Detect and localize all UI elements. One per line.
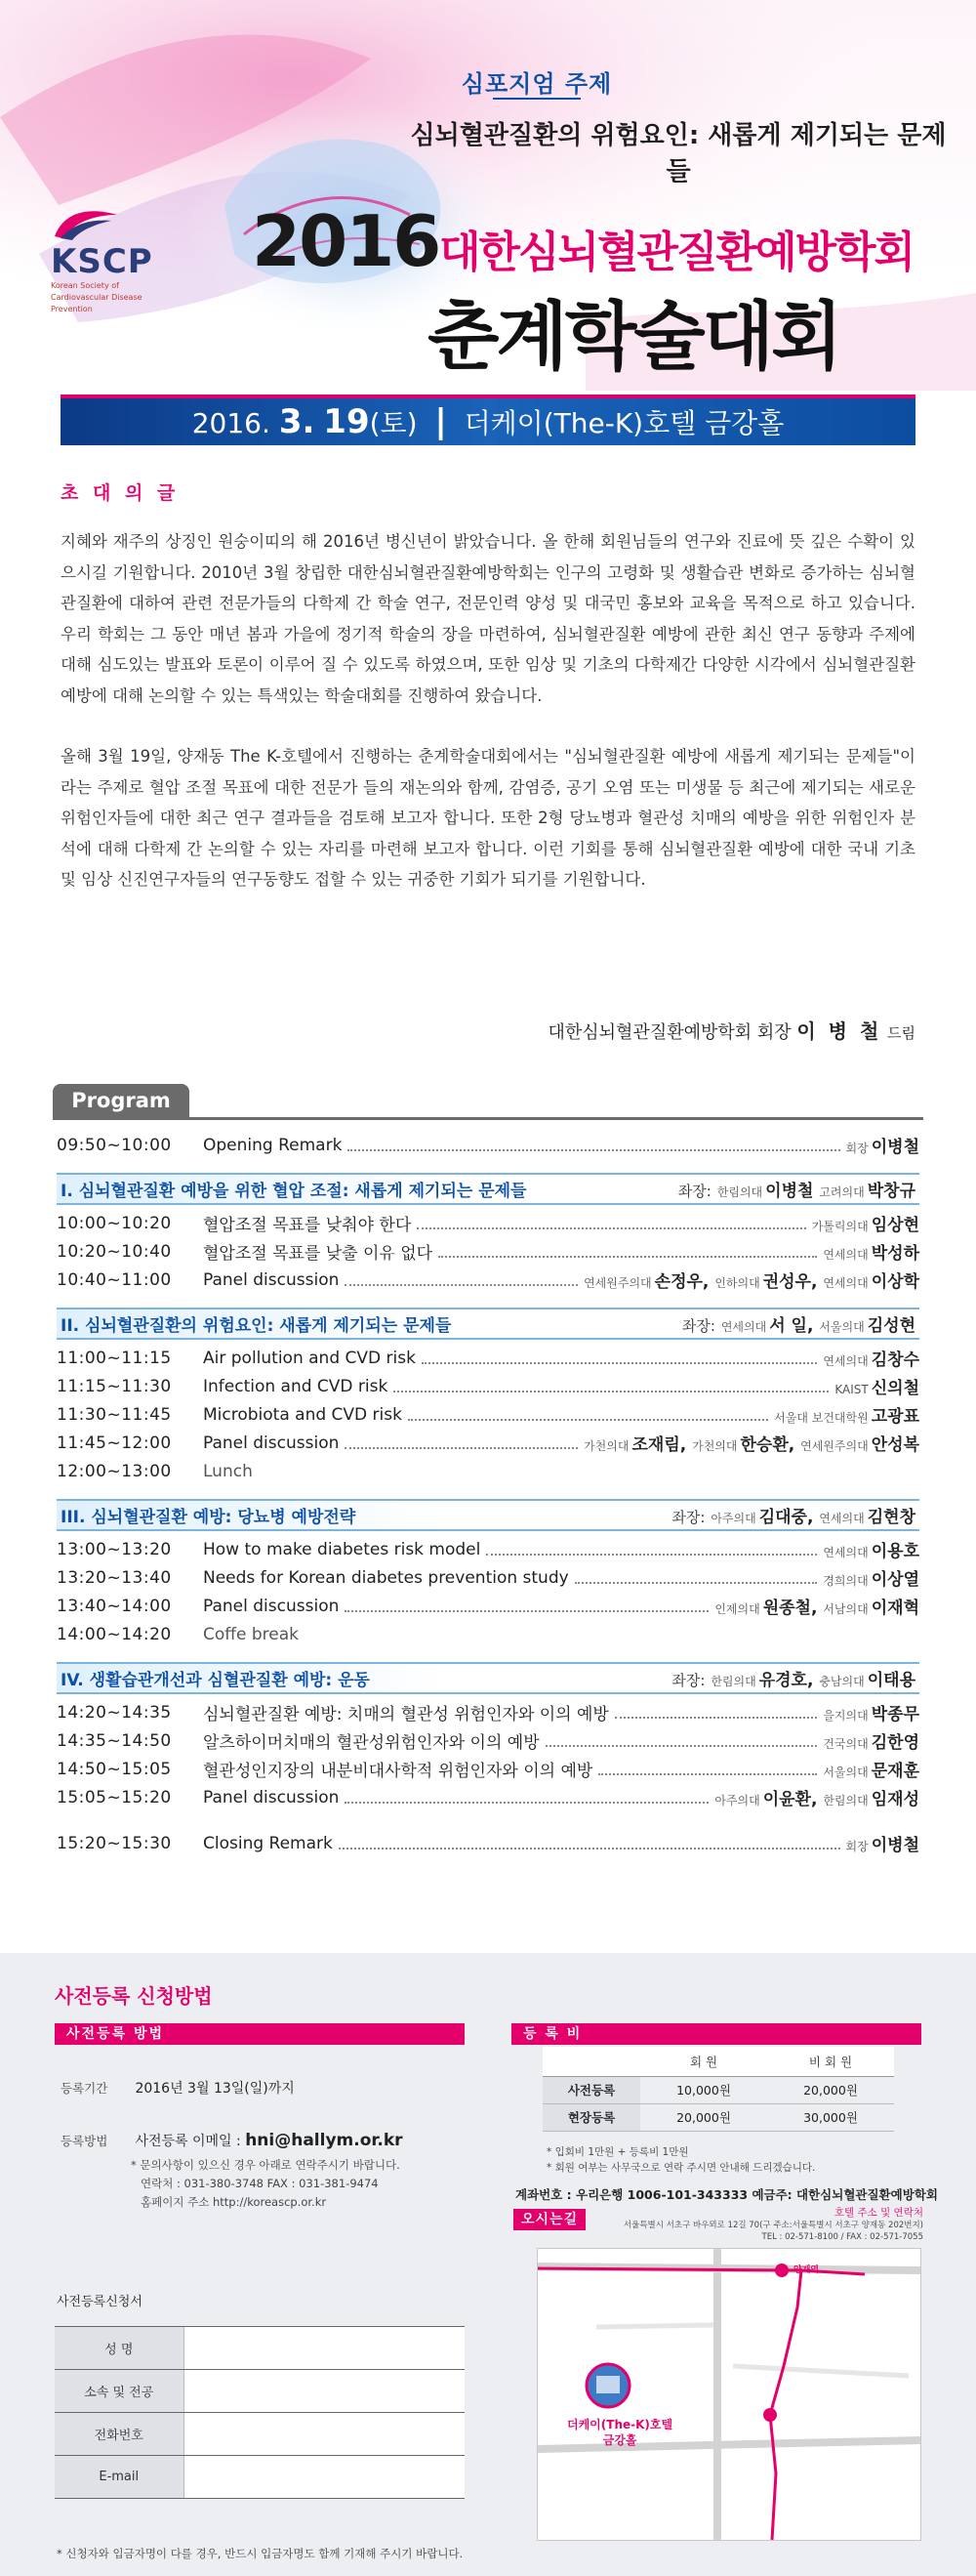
row-time: 12:00~13:00 bbox=[57, 1461, 172, 1481]
row-time: 14:50~15:05 bbox=[57, 1759, 172, 1779]
speaker-affiliation: 서울대 보건대학원 bbox=[774, 1411, 869, 1425]
date-venue-text bbox=[61, 402, 915, 441]
form-field-input[interactable] bbox=[183, 2370, 465, 2413]
method-value: 사전등록 이메일 : bbox=[135, 2134, 241, 2149]
hotel-tel: TEL : 02-571-8100 / FAX : 02-571-7055 bbox=[761, 2232, 923, 2242]
form-row bbox=[55, 2456, 465, 2499]
speaker-name: 박성하 bbox=[871, 1244, 919, 1264]
program-sessions bbox=[57, 1173, 919, 1811]
email-link[interactable]: hni@hallym.or.kr bbox=[245, 2131, 403, 2150]
row-title: Needs for Korean diabetes prevention study bbox=[203, 1567, 569, 1588]
fee-header-cell: 비 회 원 bbox=[767, 2047, 894, 2076]
chair-name: 김현창 bbox=[867, 1508, 915, 1527]
row-time: 13:00~13:20 bbox=[57, 1539, 172, 1559]
speaker-affiliation: 연세원주의대 bbox=[584, 1276, 652, 1290]
row-time: 14:35~14:50 bbox=[57, 1730, 172, 1751]
logo-sub-1: Korean Society of bbox=[51, 281, 119, 290]
leader-dots bbox=[615, 1707, 817, 1719]
date-day: 19 bbox=[323, 402, 370, 441]
leader-dots bbox=[393, 1381, 829, 1392]
chair-affiliation: 서울의대 bbox=[819, 1320, 865, 1334]
row-title: 혈관성인지장의 내분비대사학적 위험인자와 이의 예방 bbox=[203, 1762, 593, 1781]
row-time: 11:15~11:30 bbox=[57, 1376, 172, 1396]
leader-dots bbox=[486, 1544, 817, 1556]
speaker-name: 고광표 bbox=[871, 1407, 919, 1427]
speaker-name: 조재림, bbox=[631, 1435, 687, 1455]
hero-banner bbox=[0, 0, 976, 459]
leader-dots bbox=[339, 1838, 840, 1849]
speaker-name: 한승환, bbox=[740, 1435, 795, 1455]
form-field-input[interactable] bbox=[183, 2413, 465, 2456]
speaker-affiliation: 회장 bbox=[845, 1840, 869, 1853]
row-speaker bbox=[774, 1402, 919, 1427]
program-row bbox=[57, 1237, 919, 1266]
program-row-closing bbox=[57, 1829, 919, 1857]
leader-dots bbox=[438, 1246, 817, 1258]
speaker-affiliation: 연세의대 bbox=[823, 1248, 869, 1262]
program-row bbox=[57, 1400, 919, 1429]
date-venue-bar bbox=[61, 395, 915, 445]
invitation-section bbox=[61, 478, 915, 895]
row-time: 14:20~14:35 bbox=[57, 1702, 172, 1723]
invitation-paragraph-2: 올해 3월 19일, 양재동 The K-호텔에서 진행하는 춘계학술대회에서는 "심뇌혈관질환 예방에 새롭게 제기되는 문제들"이라는 주제로 혈압 조절 목표에 대한 전문가 들의 재논의와 함께, 감염증, 공기 오염 또는 미생물 등 최근에 제기되는 새로운 위험인자들에 대한 최근 연구 결과들을 검토해 보고자 합니다. 또한 2형 당뇨병과 혈관성 치매의 예방을 위한 위험인자 분석에 대해 다학제 간 논의할 수 있는 자리를 마련해 보고자 합니다. 이런 기회를 통해 심뇌혈관질환 예방에 대한 국내 기초 및 임상 신진연구자들의 연구동향도 접할 수 있는 귀중한 기회가 되기를 기원합니다. bbox=[61, 747, 915, 889]
row-title: How to make diabetes risk model bbox=[203, 1539, 481, 1559]
fee-row-label: 현장등록 bbox=[543, 2103, 640, 2131]
row-title: Infection and CVD risk bbox=[203, 1376, 388, 1396]
fee-bar: 등 록 비 bbox=[511, 2023, 921, 2045]
form-field-input[interactable] bbox=[183, 2327, 465, 2370]
row-time: 10:00~10:20 bbox=[57, 1213, 172, 1233]
row-title: 심뇌혈관질환 예방: 치매의 혈관성 위험인자와 이의 예방 bbox=[203, 1705, 609, 1724]
leader-dots bbox=[345, 1437, 578, 1449]
registration-heading: 사전등록 신청방법 bbox=[55, 1984, 213, 2008]
row-time: 10:20~10:40 bbox=[57, 1241, 172, 1262]
map-venue-line-1: 더케이(The-K)호텔 bbox=[567, 2418, 673, 2431]
program-row bbox=[57, 1429, 919, 1457]
form-row bbox=[55, 2370, 465, 2413]
form-field-label: 소속 및 전공 bbox=[55, 2370, 183, 2413]
leader-dots bbox=[598, 1764, 817, 1775]
speaker-affiliation: 아주의대 bbox=[714, 1794, 760, 1807]
speaker-affiliation: 연세의대 bbox=[823, 1354, 869, 1368]
row-time: 15:05~15:20 bbox=[57, 1787, 172, 1807]
date-separator: | bbox=[434, 402, 447, 441]
speaker-name: 김한영 bbox=[871, 1733, 919, 1753]
fee-note-2: * 회원 여부는 사무국으로 연락 주시면 안내해 드리겠습니다. bbox=[547, 2162, 816, 2174]
row-speaker bbox=[714, 1594, 919, 1618]
session-title: III. 심뇌혈관질환 예방: 당뇨병 예방전략 bbox=[61, 1508, 356, 1527]
contact-phone: 연락처 : 031-380-3748 FAX : 031-381-9474 bbox=[141, 2177, 379, 2190]
row-title: Panel discussion bbox=[203, 1433, 340, 1453]
date-dow: (토) bbox=[369, 407, 418, 439]
chair-name: 김성현 bbox=[867, 1316, 915, 1336]
method-bar: 사전등록 방법 bbox=[55, 2023, 465, 2045]
speaker-affiliation: 회장 bbox=[845, 1142, 869, 1155]
row-time: 11:45~12:00 bbox=[57, 1433, 172, 1453]
row-speaker bbox=[823, 1565, 919, 1590]
program-row bbox=[57, 1372, 919, 1400]
directions-bar: 오시는길 bbox=[513, 2209, 586, 2230]
fee-nonmember: 20,000원 bbox=[767, 2076, 894, 2103]
speaker-affiliation: 건국의대 bbox=[823, 1737, 869, 1751]
program-row-opening bbox=[57, 1131, 919, 1159]
speaker-affiliation: 연세의대 bbox=[823, 1546, 869, 1559]
speaker-affiliation: 경희의대 bbox=[823, 1574, 869, 1588]
speaker-name: 신의철 bbox=[871, 1379, 919, 1398]
method-row bbox=[61, 2131, 403, 2150]
leader-dots bbox=[417, 1218, 805, 1229]
fee-table bbox=[543, 2047, 894, 2132]
fee-note-1: * 입회비 1만원 + 등록비 1만원 bbox=[547, 2146, 689, 2158]
speaker-name: 이병철 bbox=[871, 1138, 919, 1157]
chair-name: 이병철 bbox=[765, 1182, 814, 1201]
fee-member: 20,000원 bbox=[640, 2103, 767, 2131]
row-title: 알츠하이머치매의 혈관성위험인자와 이의 예방 bbox=[203, 1733, 540, 1753]
chair-affiliation: 연세의대 bbox=[819, 1512, 865, 1525]
period-value: 2016년 3월 13일(일)까지 bbox=[135, 2081, 295, 2097]
registration-section bbox=[0, 1953, 976, 2576]
homepage-link[interactable]: 홈페이지 주소 http://koreascp.or.kr bbox=[141, 2195, 327, 2209]
contact-block bbox=[131, 2156, 482, 2212]
session-title: I. 심뇌혈관질환 예방을 위한 혈압 조절: 새롭게 제기되는 문제들 bbox=[61, 1182, 527, 1201]
program-tab: Program bbox=[53, 1084, 189, 1117]
event-name: 춘계학술대회 bbox=[427, 293, 840, 380]
form-row bbox=[55, 2413, 465, 2456]
program-row bbox=[57, 1592, 919, 1620]
fee-row-label: 사전등록 bbox=[543, 2076, 640, 2103]
period-label: 등록기간 bbox=[61, 2081, 108, 2096]
chair-label: 좌장: bbox=[671, 1509, 706, 1526]
speaker-affiliation: 연세의대 bbox=[823, 1276, 869, 1290]
date-prefix: 2016. bbox=[191, 407, 270, 439]
fee-header-cell bbox=[543, 2047, 640, 2076]
kscp-logo-mark bbox=[51, 205, 121, 240]
chair-affiliation: 충남의대 bbox=[819, 1675, 865, 1688]
speaker-name: 이병철 bbox=[871, 1836, 919, 1855]
hotel-contact bbox=[595, 2205, 923, 2243]
society-name: 대한심뇌혈관질환예방학회 bbox=[439, 228, 915, 277]
chair-name: 이태용 bbox=[867, 1671, 915, 1690]
row-title: Microbiota and CVD risk bbox=[203, 1404, 402, 1425]
program-row-break bbox=[57, 1457, 919, 1485]
speaker-name: 이상학 bbox=[871, 1272, 919, 1292]
speaker-affiliation: 가천의대 bbox=[584, 1439, 630, 1453]
row-time: 15:20~15:30 bbox=[57, 1833, 172, 1853]
program-row bbox=[57, 1698, 919, 1726]
fee-nonmember: 30,000원 bbox=[767, 2103, 894, 2131]
leader-dots bbox=[575, 1572, 818, 1584]
chair-name: 서 일, bbox=[769, 1316, 814, 1336]
row-time: 14:00~14:20 bbox=[57, 1624, 172, 1644]
row-time: 11:30~11:45 bbox=[57, 1404, 172, 1425]
row-title: Closing Remark bbox=[203, 1833, 333, 1853]
row-speaker bbox=[846, 1133, 919, 1157]
chair-affiliation: 한림의대 bbox=[716, 1185, 763, 1199]
leader-dots bbox=[408, 1409, 768, 1421]
row-time: 13:40~14:00 bbox=[57, 1596, 172, 1616]
program-row-break bbox=[57, 1620, 919, 1648]
contact-note: * 문의사항이 있으신 경우 아래로 연락주시기 바랍니다. bbox=[131, 2158, 400, 2172]
chair-name: 김대중, bbox=[758, 1508, 814, 1527]
invitation-signature bbox=[549, 1016, 916, 1044]
session-header bbox=[57, 1308, 919, 1340]
speaker-name: 권성우, bbox=[762, 1272, 818, 1292]
registration-form bbox=[55, 2326, 465, 2499]
row-speaker bbox=[584, 1431, 919, 1455]
session-chairs bbox=[671, 1666, 915, 1690]
row-speaker bbox=[823, 1757, 919, 1781]
station-marker bbox=[775, 2264, 789, 2277]
session-header bbox=[57, 1173, 919, 1205]
hotel-address: 서울특별시 서초구 바우뫼로 12길 70(구 주소:서울특별시 서초구 양재동 202번지) bbox=[623, 2221, 923, 2230]
chair-affiliation: 아주의대 bbox=[711, 1512, 756, 1525]
leader-dots bbox=[345, 1600, 709, 1612]
chair-affiliation: 한림의대 bbox=[711, 1675, 756, 1688]
speaker-name: 문재훈 bbox=[871, 1762, 919, 1781]
signature-suffix: 드림 bbox=[887, 1024, 915, 1042]
row-time: 11:00~11:15 bbox=[57, 1348, 172, 1368]
speaker-name: 임재성 bbox=[871, 1790, 919, 1809]
program-row bbox=[57, 1755, 919, 1783]
program-row bbox=[57, 1563, 919, 1592]
speaker-name: 이윤환, bbox=[762, 1790, 818, 1809]
program-row bbox=[57, 1783, 919, 1811]
chair-label: 좌장: bbox=[681, 1317, 715, 1335]
speaker-name: 원종철, bbox=[762, 1599, 818, 1618]
chair-label: 좌장: bbox=[677, 1183, 712, 1200]
speaker-affiliation: 서남의대 bbox=[823, 1602, 869, 1616]
row-time: 13:20~13:40 bbox=[57, 1567, 172, 1588]
speaker-name: 이상열 bbox=[871, 1570, 919, 1590]
speaker-name: 이용호 bbox=[871, 1542, 919, 1561]
chair-name: 유경호, bbox=[758, 1671, 814, 1690]
form-note: * 신청자와 입금자명이 다를 경우, 반드시 입금자명도 함께 기재해 주시기 바랍니다. bbox=[57, 2547, 464, 2560]
symposium-divider bbox=[493, 98, 581, 100]
form-field-input[interactable] bbox=[183, 2456, 465, 2499]
row-speaker bbox=[812, 1211, 919, 1235]
row-speaker bbox=[823, 1728, 919, 1753]
speaker-name: 이재혁 bbox=[871, 1599, 919, 1618]
map-drawing bbox=[538, 2249, 920, 2540]
row-title: Lunch bbox=[203, 1461, 253, 1481]
fee-header-cell: 회 원 bbox=[640, 2047, 767, 2076]
speaker-name: 손정우, bbox=[654, 1272, 710, 1292]
row-speaker bbox=[846, 1831, 919, 1855]
row-title: Panel discussion bbox=[203, 1787, 340, 1807]
session-header bbox=[57, 1662, 919, 1694]
row-speaker bbox=[823, 1239, 919, 1264]
speaker-name: 안성복 bbox=[871, 1435, 919, 1455]
speaker-affiliation: 인하의대 bbox=[714, 1276, 760, 1290]
session-header bbox=[57, 1499, 919, 1531]
symposium-label: 심포지엄 주제 bbox=[461, 70, 613, 98]
logo-sub-2: Cardiovascular Disease bbox=[51, 293, 142, 302]
location-map[interactable] bbox=[537, 2248, 921, 2541]
chair-name: 박창규 bbox=[867, 1182, 915, 1201]
logo-name: KSCP bbox=[51, 242, 153, 281]
program-row bbox=[57, 1209, 919, 1237]
form-field-label: E-mail bbox=[55, 2456, 183, 2499]
program-rule bbox=[53, 1117, 923, 1120]
speaker-name: 임상현 bbox=[871, 1216, 919, 1235]
logo-sub-3: Prevention bbox=[51, 305, 93, 313]
method-label: 등록방법 bbox=[61, 2134, 108, 2148]
row-time: 09:50~10:00 bbox=[57, 1135, 172, 1155]
program-row bbox=[57, 1266, 919, 1294]
symposium-title: 심뇌혈관질환의 위험요인: 새롭게 제기되는 문제들 bbox=[410, 121, 947, 187]
chair-label: 좌장: bbox=[671, 1672, 706, 1689]
speaker-affiliation: 서울의대 bbox=[823, 1766, 869, 1779]
leader-dots bbox=[546, 1735, 818, 1747]
row-speaker bbox=[823, 1700, 919, 1724]
map-venue-label bbox=[567, 2417, 672, 2448]
kscp-logo bbox=[51, 205, 178, 314]
spacer bbox=[57, 1811, 919, 1829]
fee-row bbox=[543, 2103, 894, 2131]
speaker-affiliation: 가천의대 bbox=[692, 1439, 738, 1453]
signature-org: 대한심뇌혈관질환예방학회 회장 bbox=[548, 1022, 792, 1043]
form-field-label: 전화번호 bbox=[55, 2413, 183, 2456]
speaker-affiliation: 을지의대 bbox=[823, 1709, 869, 1723]
row-title: 혈압조절 목표를 낮춰야 한다 bbox=[203, 1216, 412, 1235]
fee-row bbox=[543, 2076, 894, 2103]
row-title: 혈압조절 목표를 낮출 이유 없다 bbox=[203, 1244, 433, 1264]
speaker-affiliation: 인제의대 bbox=[714, 1602, 760, 1616]
bank-account: 계좌번호 : 우리은행 1006-101-343333 예금주: 대한심뇌혈관질환예방학회 bbox=[515, 2187, 938, 2202]
form-row bbox=[55, 2327, 465, 2370]
fee-notes bbox=[547, 2144, 815, 2176]
event-year: 2016 bbox=[252, 200, 440, 282]
leader-dots bbox=[422, 1352, 817, 1364]
form-title: 사전등록신청서 bbox=[57, 2295, 142, 2309]
speaker-affiliation: 한림의대 bbox=[823, 1794, 869, 1807]
invitation-paragraph-1: 지혜와 재주의 상징인 원숭이띠의 해 2016년 병신년이 밝았습니다. 올 한해 회원님들의 연구와 진료에 뜻 깊은 수확이 있으시길 기원합니다. 2010년 3월 창립한 대한심뇌혈관질환예방학회는 인구의 고령화 및 생활습관 변화로 증가하는 심뇌혈관질환에 대하여 관련 전문가들의 다학제 간 학술 연구, 전문인력 양성 및 대국민 홍보와 교육을 목적으로 하고 있습니다. 우리 학회는 그 동안 매년 봄과 가을에 정기적 학술의 장을 마련하여, 심뇌혈관질환 예방에 관한 최신 연구 동향과 주제에 대해 심도있는 발표와 토론이 이루어 질 수 있도록 하였으며, 또한 임상 및 기초의 다학제간 다양한 시각에서 심뇌혈관질환 예방에 대해 논의할 수 있는 특색있는 학술대회를 진행하여 왔습니다. bbox=[61, 532, 915, 705]
row-time: 10:40~11:00 bbox=[57, 1269, 172, 1290]
row-title: Panel discussion bbox=[203, 1596, 340, 1616]
map-station-label: 양재역 bbox=[793, 2265, 820, 2275]
fee-member: 10,000원 bbox=[640, 2076, 767, 2103]
row-title: Panel discussion bbox=[203, 1269, 340, 1290]
speaker-affiliation: KAIST bbox=[834, 1383, 869, 1396]
program-row bbox=[57, 1535, 919, 1563]
leader-dots bbox=[345, 1274, 578, 1286]
hotel-contact-label: 호텔 주소 및 연락처 bbox=[834, 2207, 923, 2219]
speaker-name: 김창수 bbox=[871, 1350, 919, 1370]
row-speaker bbox=[584, 1267, 919, 1292]
session-title: II. 심뇌혈관질환의 위험요인: 새롭게 제기되는 문제들 bbox=[61, 1316, 452, 1336]
map-venue-line-2: 금강홀 bbox=[602, 2433, 637, 2447]
leader-dots bbox=[347, 1140, 839, 1151]
row-title: Opening Remark bbox=[203, 1135, 343, 1155]
row-title: Air pollution and CVD risk bbox=[203, 1348, 416, 1368]
invitation-title: 초 대 의 글 bbox=[61, 482, 180, 504]
speaker-affiliation: 가톨릭의대 bbox=[811, 1220, 869, 1233]
row-speaker bbox=[714, 1785, 919, 1809]
period-row bbox=[61, 2078, 295, 2098]
form-field-label: 성 명 bbox=[55, 2327, 183, 2370]
program-schedule bbox=[57, 1131, 919, 1857]
row-speaker bbox=[823, 1346, 919, 1370]
speaker-affiliation: 연세원주의대 bbox=[800, 1439, 869, 1453]
program-row bbox=[57, 1344, 919, 1372]
chair-affiliation: 연세의대 bbox=[720, 1320, 767, 1334]
speaker-name: 박종무 bbox=[871, 1705, 919, 1724]
row-speaker bbox=[823, 1537, 919, 1561]
chair-affiliation: 고려의대 bbox=[819, 1185, 865, 1199]
session-chairs bbox=[671, 1503, 915, 1527]
venue-name: 더케이(The-K)호텔 금강홀 bbox=[464, 407, 785, 439]
leader-dots bbox=[345, 1792, 709, 1804]
row-speaker bbox=[834, 1374, 919, 1398]
signature-name: 이 병 철 bbox=[796, 1019, 882, 1043]
row-title: Coffe break bbox=[203, 1624, 299, 1644]
session-chairs bbox=[678, 1177, 915, 1201]
program-row bbox=[57, 1726, 919, 1755]
date-month: 3. bbox=[278, 402, 315, 441]
session-chairs bbox=[682, 1311, 915, 1336]
session-title: IV. 생활습관개선과 심혈관질환 예방: 운동 bbox=[61, 1671, 370, 1690]
station-marker-2 bbox=[763, 2408, 777, 2422]
